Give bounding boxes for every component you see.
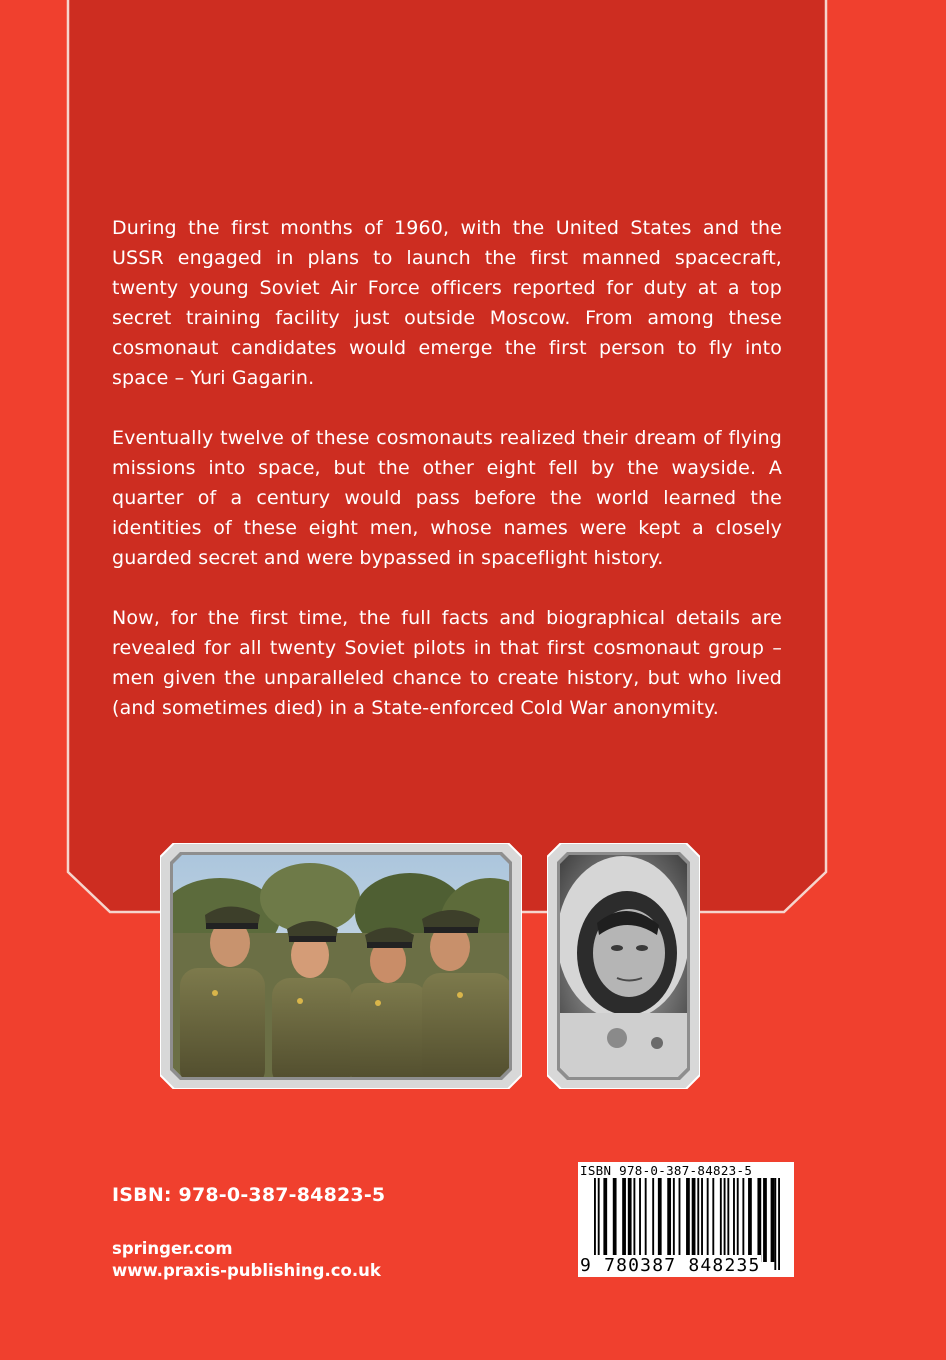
cosmonauts-group-photo bbox=[160, 843, 522, 1089]
barcode-bar bbox=[622, 1178, 626, 1262]
blurb-paragraph-3: Now, for the first time, the full facts and biographical details are revealed for all twenty Soviet pilots in that first cosmonaut group – men given the unparalleled chance to create history, but who lived (and sometimes died) in a State-enforced Cold War anonymity. bbox=[112, 607, 782, 719]
barcode-bar bbox=[652, 1178, 654, 1262]
barcode-bar bbox=[771, 1178, 775, 1262]
barcode-bar bbox=[733, 1178, 735, 1262]
barcode-bar bbox=[692, 1178, 696, 1262]
barcode-bar bbox=[763, 1178, 767, 1262]
barcode-bar bbox=[748, 1178, 752, 1262]
barcode-bar bbox=[603, 1178, 607, 1262]
cosmonaut-spacesuit-photo bbox=[547, 843, 700, 1089]
barcode-bar bbox=[720, 1178, 722, 1262]
publisher-website-springer[interactable]: springer.com bbox=[112, 1239, 233, 1258]
barcode-bar bbox=[774, 1178, 776, 1270]
barcode-bar bbox=[778, 1178, 780, 1270]
blurb-paragraph-2: Eventually twelve of these cosmonauts realized their dream of flying missions into space, but the other eight fell by the wayside. A quarter of a century would pass before the world learned the identities of these eight men, whose names were kept a closely guarded secret and were bypassed in spaceflight history. bbox=[112, 427, 782, 569]
barcode-bar bbox=[757, 1178, 761, 1262]
barcode-bar bbox=[679, 1178, 681, 1262]
barcode-bar bbox=[686, 1178, 690, 1262]
barcode-bar bbox=[697, 1178, 699, 1262]
blurb-paragraph-1: During the first months of 1960, with the United States and the USSR engaged in plans to launch the first manned spacecraft, twenty young Soviet Air Force officers reported for duty at a top secret training facility just outside Moscow. From among these cosmonaut candidates would emerge the first person to fly into space – Yuri Gagarin. bbox=[112, 217, 782, 389]
barcode-bar bbox=[742, 1178, 744, 1262]
barcode-bar bbox=[658, 1178, 662, 1262]
barcode-digits: 9 780387 848235 bbox=[580, 1255, 761, 1276]
isbn-barcode bbox=[578, 1162, 794, 1277]
barcode-bar bbox=[673, 1178, 675, 1262]
barcode-bar bbox=[727, 1178, 729, 1262]
cover-blurb bbox=[112, 213, 782, 753]
barcode-bar bbox=[613, 1178, 617, 1262]
barcode-bar bbox=[667, 1178, 671, 1262]
barcode-bar bbox=[737, 1178, 739, 1262]
barcode-bar bbox=[724, 1178, 726, 1262]
barcode-bar bbox=[712, 1178, 714, 1262]
barcode-bar bbox=[645, 1178, 647, 1262]
barcode-isbn-text: ISBN 978-0-387-84823-5 bbox=[580, 1163, 753, 1178]
barcode-bar bbox=[639, 1178, 641, 1262]
barcode-bar bbox=[628, 1178, 632, 1262]
publisher-website-praxis[interactable]: www.praxis-publishing.co.uk bbox=[112, 1261, 381, 1280]
barcode-bar bbox=[701, 1178, 703, 1262]
barcode-bar bbox=[633, 1178, 635, 1262]
isbn-label: ISBN: 978-0-387-84823-5 bbox=[112, 1184, 386, 1206]
barcode-bar bbox=[707, 1178, 709, 1262]
